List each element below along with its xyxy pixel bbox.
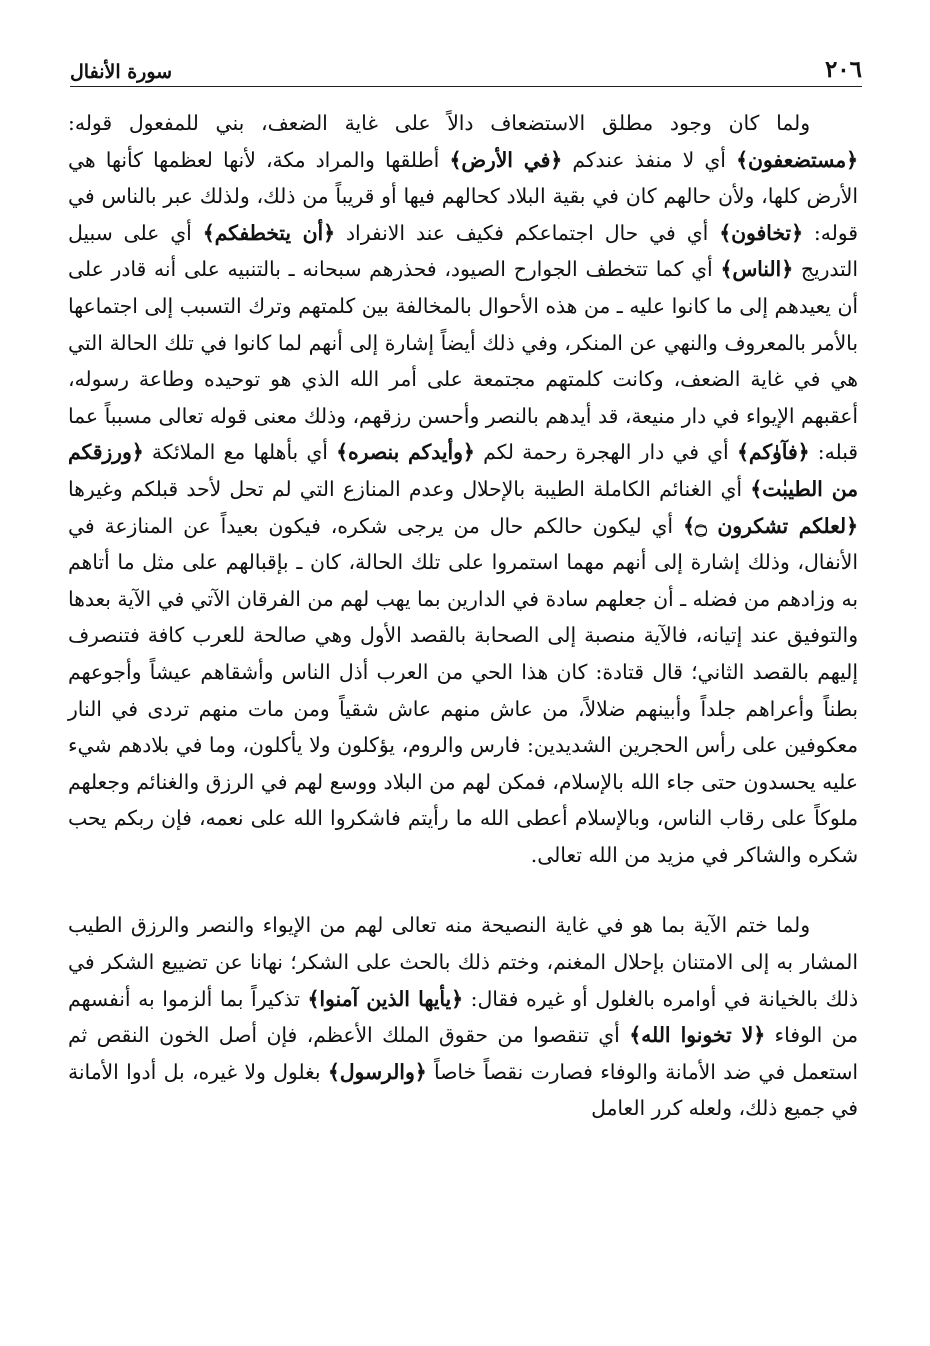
- text-segment: أي ليكون حالكم حال من يرجى شكره، فيكون بعيداً عن المنازعة في الأنفال، وذلك إشارة إلى أنهم مهما استمروا على تلك الحالة، كان ـ بإقبالهم على مثل ما أتاهم به وزادهم من فضله ـ أن جعلهم سادة في الدارين بما يهب لهم من الفرقان الآتي في الآية بعدها والتوفيق عند إتيانه، فالآية منصبة إلى الصحابة بالقصد الأول وهي صالحة للعرب كافة فتنصرف إليهم بالقصد الثاني؛ قال قتادة: كان هذا الحي من العرب أذل الناس وأشقاهم عيشاً وأجوعهم بطناً وأعراهم جلداً وأبينهم ضلالاً، من عاش منهم عاش شقياً ومن مات منهم تردى في النار معكوفين على رأس الحجرين الشديدين: فارس والروم، يؤكلون ولا يأكلون، وما في بلادهم شيء عليه يحسدون حتى جاء الله بالإسلام، فمكن لهم من البلاد ووسع لهم في الرزق والغنائم وجعلهم ملوكاً على رقاب الناس، وبالإسلام أعطى الله ما رأيتم فاشكروا الله على نعمه، فإن ربكم يحب شكره والشاكر في مزيد من الله تعالى.: [68, 513, 858, 867]
- quran-quote: ﴿لعلكم تشكرون ۝﴾: [683, 513, 858, 538]
- quran-quote: ﴿مستضعفون﴾: [736, 147, 858, 172]
- text-segment: أطلقها والمراد مكة، لأنها لعظمها كأنها هي الأرض كلها، ولأن حالهم كان في بقية البلاد كحالهم فيها أو قريباً من ذلك، ولذلك عبر بالناس في قوله:: [68, 147, 858, 245]
- text-segment: تذكيراً بما ألزموا به أنفسهم من الوفاء: [68, 986, 859, 1048]
- quran-quote: ﴿ورزقكم من الطيبٰت﴾: [68, 440, 858, 501]
- body-text: [68, 105, 858, 1127]
- page-header: [70, 52, 862, 87]
- quran-quote: ﴿في الأرض﴾: [449, 147, 563, 172]
- quran-quote: ﴿تخافون﴾: [719, 220, 803, 245]
- text-segment: أي في حال اجتماعكم فكيف عند الانفراد: [335, 220, 720, 245]
- paragraph: [68, 907, 858, 1127]
- text-segment: ولما ختم الآية بما هو في غاية النصيحة منه تعالى لهم من الإيواء والنصر والرزق الطيب المشار به إلى الامتنان بإحلال المغنم، وختم ذلك بالحث على الشكر؛ نهانا عن تضييع الشكر في ذلك بالخيانة في أوامره بالغلول أو غيره فقال:: [68, 913, 858, 1011]
- quran-quote: ﴿لا تخونوا الله﴾: [629, 1023, 766, 1048]
- text-segment: أي على سبيل التدريج: [68, 220, 858, 282]
- quran-quote: ﴿والرسول﴾: [327, 1059, 427, 1084]
- page-number: ٢٠٦: [824, 56, 862, 83]
- quran-quote: ﴿فآوٰكم﴾: [736, 440, 810, 465]
- text-segment: أي الغنائم الكاملة الطيبة بالإحلال وعدم المنازع التي لم تحل لأحد قبلكم وغيرها: [68, 476, 751, 501]
- text-segment: أي في دار الهجرة رحمة لكم: [474, 440, 737, 465]
- text-segment: أي لا منفذ عندكم: [562, 147, 737, 172]
- text-segment: ولما كان وجود مطلق الاستضعاف دالاً على غاية الضعف، بني للمفعول قوله:: [68, 111, 810, 135]
- text-segment: أي تنقصوا من حقوق الملك الأعظم، فإن أصل الخون النقص ثم استعمل في ضد الأمانة والوفاء فصارت نقصاً خاصاً: [68, 1023, 858, 1084]
- paragraph: [68, 105, 858, 873]
- quran-quote: ﴿أن يتخطفكم﴾: [202, 220, 336, 245]
- text-segment: أي كما تتخطف الجوارح الصيود، فحذرهم سبحانه ـ بالتنبيه على أنه قادر على أن يعيدهم إلى ما كانوا عليه ـ من هذه الأحوال بالمخالفة بين كلمتهم وترك التسبب إلى اجتماعها بالأمر بالمعروف والنهي عن المنكر، وفي ذلك أيضاً إشارة إلى أنهم لما كانوا في تلك الحالة التي هي في غاية الضعف، وكانت كلمتهم مجتمعة على أمر الله الذي هو توحيده وطاعة رسوله، أعقبهم الإيواء في دار منيعة، قد أيدهم بالنصر وأحسن رزقهم، وذلك معنى قوله تعالى مسبباً عما قبله:: [68, 257, 859, 465]
- quran-quote: ﴿الناس﴾: [720, 257, 794, 282]
- text-segment: بغلول ولا غيره، بل أدوا الأمانة في جميع ذلك، ولعله كرر العامل: [68, 1059, 858, 1121]
- quran-quote: ﴿يأيها الذين آمنوا﴾: [307, 986, 464, 1011]
- surah-title: سورة الأنفال: [70, 61, 173, 83]
- text-segment: أي بأهلها مع الملائكة: [143, 440, 337, 465]
- quran-quote: ﴿وأيدكم بنصره﴾: [336, 440, 475, 465]
